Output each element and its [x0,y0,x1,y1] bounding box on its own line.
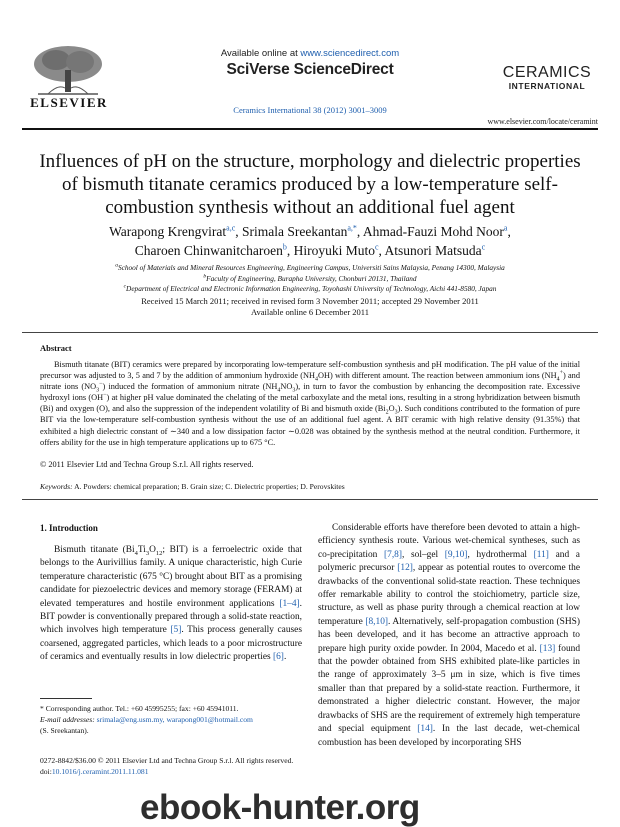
keywords [40,482,345,491]
author-affiliation-marker[interactable]: c [374,242,379,252]
doi-prefix: doi: [40,766,52,776]
affiliation-list [40,263,580,295]
author-affiliation-marker[interactable]: b [282,242,287,252]
received-dates: Received 15 March 2011; received in revised form 3 November 2011; accepted 29 November 2011 [141,296,479,306]
author [135,243,294,258]
copyright-notice: © 2011 Elsevier Ltd and Techna Group S.r.l. All rights reserved. [40,460,254,469]
publisher-name: ELSEVIER [30,95,108,110]
watermark: ebook-hunter.org [140,788,420,827]
abstract-heading: Abstract [40,343,72,353]
keywords-text: A. Powders: chemical preparation; B. Grain size; C. Dielectric properties; D. Perovskites [72,482,345,491]
author-affiliation-marker[interactable]: a [503,223,508,233]
issn-line: 0272-8842/$36.00 © 2011 Elsevier Ltd and Techna Group S.r.l. All rights reserved. [40,756,294,765]
author-separator: , [286,243,294,258]
email-link-1[interactable]: srimala@eng.usm.my, [94,715,165,724]
citation-link[interactable]: [5] [170,625,182,636]
doi-link[interactable]: 10.1016/j.ceramint.2011.11.081 [51,766,149,776]
corresponding-author: * Corresponding author. Tel.: +60 45995255; fax: +60 45941011. [40,704,239,713]
keywords-label: Keywords: [40,482,73,491]
article-dates [60,296,560,318]
affiliation [40,274,580,285]
affiliation-marker: b [203,273,207,280]
abstract-divider [22,499,598,500]
author-separator: , [356,224,363,239]
citation-link[interactable]: [1–4] [279,598,300,609]
issn-block [40,756,340,777]
affiliation-marker: c [123,283,127,290]
citation-link[interactable]: [7,8] [384,549,402,560]
email-label: E-mail addresses: [40,715,95,724]
journal-logo-line1: CERAMICS [502,64,592,81]
available-online [180,48,440,59]
citation-link[interactable]: [11] [533,549,549,560]
citation-link[interactable]: [12] [397,563,413,574]
available-prefix: Available online at [220,48,301,59]
author [109,224,242,239]
affiliation [40,284,580,295]
sciencedirect-link[interactable]: www.sciencedirect.com [300,48,400,59]
journal-reference-link[interactable]: Ceramics International 38 (2012) 3001–3009 [233,105,387,115]
author-separator: , [235,224,242,239]
intro-left-column: Bismuth titanate ($Bi_4Ti_3O_{12}$; BIT) is a ferroelectric oxide that belongs to the Aurivillius family. A unique characteristic, high Curie temperature characteristic (675 °C) brought about BIT as a promising candidate for piezoelectric devices and memory storage (FERAM) at elevated temperatures and hostile environment applications [1–4]. BIT powder is conventionally prepared through a solid-state reaction, which involves high temperature [5]. This process generally causes coarsened, aggregated particles, which leads to a poor microstructure of ceramics and eventually results in low dielectric properties [6]. [40,545,302,663]
author-affiliation-marker[interactable]: a,c [226,223,236,233]
platform-name: SciVerse ScienceDirect [226,61,394,78]
footnote-rule [40,698,92,699]
email-link-2[interactable]: warapong001@hotmail.com [164,715,253,724]
author-name: Srimala Sreekantan [242,224,348,239]
affiliation-text: Faculty of Engineering, Burapha University, Chonburi 20131, Thailand [206,273,417,283]
title-divider [22,332,598,333]
citation-link[interactable]: [6] [273,652,284,663]
online-date: Available online 6 December 2011 [250,307,369,317]
author-separator: , [378,243,385,258]
intro-right-column: Considerable efforts have therefore been devoted to attain a high-efficiency synthesis route. Various wet-chemical syntheses, such as co-precipitation [7,8], sol–gel [9,10], hydrothermal [11] and a polymeric precursor [12], appear as potential routes to overcome the drawbacks of the conventional solid-state reaction. These techniques offer remarkable ability to control the stoichiometry, particle size, structure, as well as phase purity through a chemical reaction at low temperature [8,10]. Alternatively, self-propagation combustion (SHS) has been developed, and it has become an attractive approach to prepare high purity oxide powder. In 2004, Macedo et al. [13] found that the powder obtained from SHS exhibited plate-like particles in the range of approximately 3–5 μm in size, which is five times smaller than that prepared by a solid-state reaction. Furthermore, it demonstrated a higher dielectric constant. However, the major drawbacks of SHS are the requirement of extremely high temperature and special equipment [14]. In the last decade, wet-chemical combustion has been developed by incorporating SHS [318,523,581,748]
citation-link[interactable]: [8,10] [365,616,389,627]
corresponding-author-footnote [40,703,302,736]
author [363,224,511,239]
journal-logo-line2: INTERNATIONAL [508,81,586,91]
abstract-text: Bismuth titanate (BIT) ceramics were prepared by incorporating low-temperature self-combustion synthesis and pH modification. The pH value of the initial precursor was adjusted to 3, 5 and 7 by the addition of ammonium hydroxide $(NH_4OH)$ with different amount. The reaction between ammonium ions $(NH_4^+)$ and nitrate ions $(NO_3^-)$ induced the formation of ammonium nitrate $(NH_4NO_3)$, in turn to favor the combustion by enhancing the decomposition rate. Excessive hydroxyl ions (OH−) at higher pH value dominated the chelating of the metal carboxylate and the metal ions, resulting in a strong hybridization between bismuth (Bi) and oxygen (O), and also the suppression of the independent volatility of Bi and bismuth oxide $(Bi_2O_3)$. Such conditions contributed to the formation of pure BIT via the low-temperature self-combustion synthesis without the use of an additional fuel agent. A BIT ceramic with high relative density (91.35%) that exhibited a high dielectric constant of ∼340 and a low dissipation factor ∼0.028 was obtained by the synthesis method at the neutral condition. Furthermore, it offers ability for the use in high temperature applications up to 675 °C. [40,360,581,447]
affiliation-text: School of Materials and Mineral Resources Engineering, Engineering Campus, Universiti Sains Malaysia, Penang 14300, Malaysia [117,263,505,272]
affiliation [40,263,580,274]
author-name: Ahmad-Fauzi Mohd Noor [362,224,504,239]
author-initials: (S. Sreekantan). [40,726,89,735]
author-affiliation-marker[interactable]: c [481,242,486,252]
section-heading-introduction: 1. Introduction [40,523,98,533]
header-divider [22,128,598,130]
citation-link[interactable]: [13] [539,643,556,654]
author-name: Warapong Krengvirat [109,224,227,239]
journal-url[interactable]: www.elsevier.com/locate/ceramint [487,117,598,126]
author [294,243,385,258]
author [242,224,363,239]
author-separator: , [507,224,511,239]
author-name: Charoen Chinwanitcharoen [134,243,283,258]
citation-link[interactable]: [14] [417,724,433,735]
author-name: Atsunori Matsuda [384,243,482,258]
author-affiliation-marker[interactable]: a,* [347,223,357,233]
journal-logo [492,64,602,91]
author-list [50,222,570,260]
citation-link[interactable]: [9,10] [444,549,468,560]
affiliation-marker: a [115,262,118,269]
article-title: Influences of pH on the structure, morphology and dielectric properties of bismuth titanate ceramics produced by a low-temperature self-combustion synthesis without an additional fuel agent [39,151,581,218]
affiliation-text: Department of Electrical and Electronic Information Engineering, Toyohashi University of Technology, Aichi 441-8580, Japan [126,284,497,293]
author-name: Hiroyuki Muto [293,243,375,258]
author [385,243,486,258]
